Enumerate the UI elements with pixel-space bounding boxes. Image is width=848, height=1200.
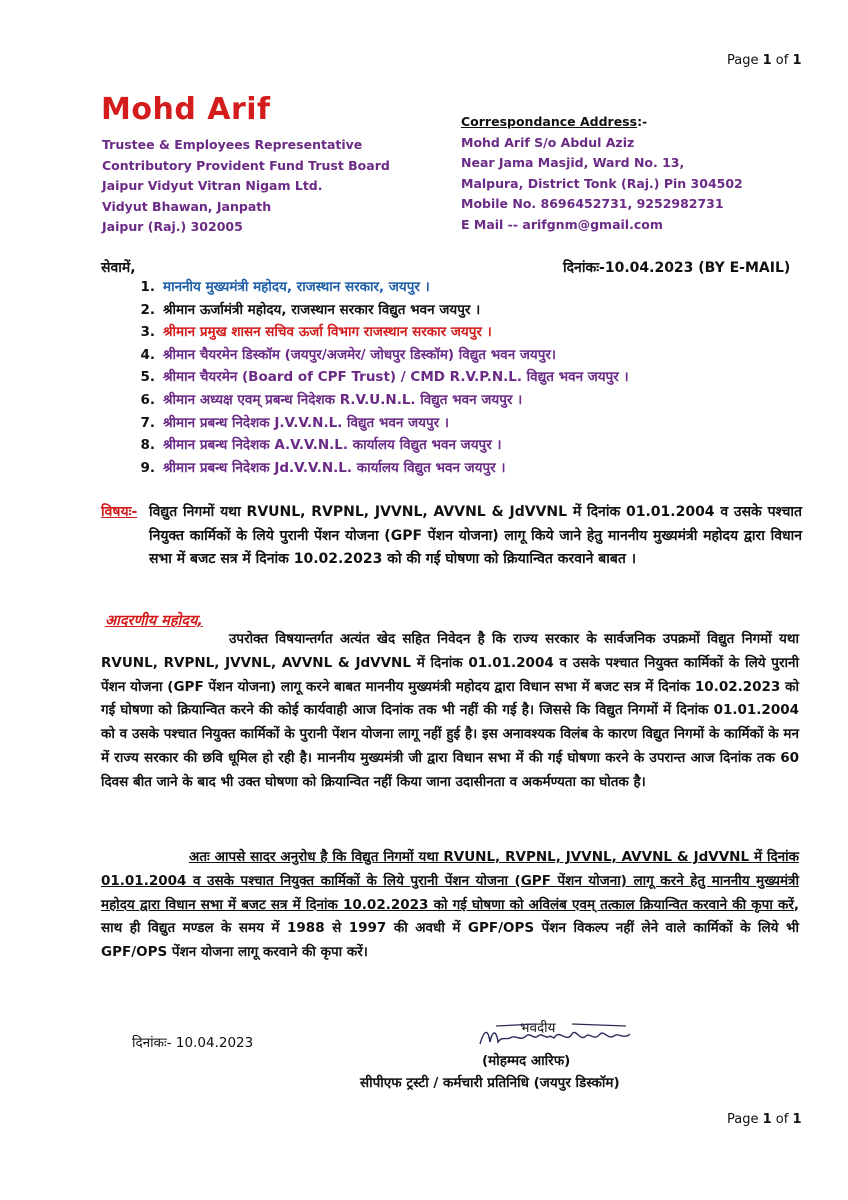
page-total: 1: [792, 1112, 802, 1127]
correspondence-address-block: [461, 112, 743, 235]
page-of: of: [771, 1112, 793, 1127]
sender-line: Vidyut Bhawan, Janpath: [102, 198, 272, 214]
correspondence-heading-suffix: :-: [637, 114, 648, 129]
page-number-top: [727, 53, 802, 68]
closing-bhavdiya: भवदीय: [520, 1020, 556, 1036]
recipient-number: 7.: [140, 414, 155, 431]
correspondence-line: Near Jama Masjid, Ward No. 13,: [461, 155, 685, 170]
page-of: of: [771, 53, 793, 68]
subject-block: [101, 501, 802, 567]
recipient-number: 1.: [140, 279, 155, 295]
recipient-text: श्रीमान अध्यक्ष एवम् प्रबन्ध निदेशक R.V.U.N.L. विद्युत भवन जयपुर ।: [163, 391, 523, 408]
correspondence-line: Mohd Arif S/o Abdul Aziz: [461, 134, 635, 150]
recipient-item: [125, 299, 629, 322]
correspondence-line: E Mail -- arifgnm@gmail.com: [461, 216, 663, 232]
sender-address-block: [102, 135, 390, 238]
body-paragraph-2: [101, 846, 799, 965]
sender-line: Jaipur (Raj.) 302005: [102, 219, 243, 234]
request-rest-text: , साथ ही विद्युत मण्डल के समय में 1988 से 1997 की अवधी में GPF/OPS पेंशन विकल्प नहीं लेने वाले कार्मिकों के लिये भी GPF/OPS पेंशन योजना लागू करवाने की कृपा करें।: [101, 896, 799, 961]
correspondence-heading: Correspondance Address: [461, 114, 638, 129]
recipient-text: श्रीमान ऊर्जामंत्री महोदय, राजस्थान सरकार विद्युत भवन जयपुर ।: [163, 301, 481, 318]
recipient-text: श्रीमान चैयरमेन डिस्कॉम (जयपुर/अजमेर/ जोधपुर डिस्कॉम) विद्युत भवन जयपुर।: [163, 346, 557, 363]
recipient-item: [125, 276, 629, 299]
recipient-text: श्रीमान प्रमुख शासन सचिव ऊर्जा विभाग राजस्थान सरकार जयपुर ।: [163, 324, 492, 341]
recipient-item: [125, 366, 629, 389]
subject-text: विद्युत निगमों यथा RVUNL, RVPNL, JVVNL, AVVNL & JdVVNL में दिनांक 01.01.2004 व उसके पश्चात नियुक्त कार्मिकों के लिये पुरानी पेंशन योजना (GPF पेंशन योजना) लागू किये जाने हेतु माननीय मुख्यमंत्री महोदय द्वारा विधान सभा में बजट सत्र में दिनांक 10.02.2023 को की गई घोषणा को क्रियान्वित करवाने बाबत ।: [149, 504, 802, 567]
page-prefix: Page: [727, 1112, 763, 1127]
addressed-to-label: सेवामें,: [101, 260, 136, 276]
correspondence-line: Malpura, District Tonk (Raj.) Pin 304502: [461, 175, 743, 191]
sender-name: Mohd Arif: [101, 92, 271, 127]
request-underlined-text: अतः आपसे सादर अनुरोध है कि विद्युत निगमों यथा RVUNL, RVPNL, JVVNL, AVVNL & JdVVNL में दिनांक 01.01.2004 व उसके पश्चात नियुक्त कार्मिकों के लिये पुरानी पेंशन योजना (GPF पेंशन योजना) लागू करने हेतु माननीय मुख्यमंत्री महोदय द्वारा विधान सभा में बजट सत्र में दिनांक 10.02.2023 को गई घोषणा को अविलंब एवम् तत्काल क्रियान्वित करवाने की कृपा करें: [101, 849, 799, 913]
recipient-number: 2.: [140, 301, 155, 318]
page-number-bottom: [727, 1112, 802, 1127]
sender-line: Trustee & Employees Representative: [102, 137, 363, 152]
page-current: 1: [762, 53, 772, 68]
paragraph-text: उपरोक्त विषयान्तर्गत अत्यंत खेद सहित निवेदन है कि राज्य सरकार के सार्वजनिक उपक्रमों विद्युत निगमों यथा RVUNL, RVPNL, JVVNL, AVVNL & JdVVNL में दिनांक 01.01.2004 व उसके पश्चात नियुक्त कार्मिकों के लिये पुरानी पेंशन योजना (GPF पेंशन योजना) लागू करने बाबत माननीय मुख्यमंत्री महोदय द्वारा विधान सभा में बजट सत्र में दिनांक 10.02.2023 को गई घोषणा को क्रियान्वित करने की कोई कार्यवाही आज दिनांक तक भी नहीं की गई है। जिससे कि विद्युत निगमों में दिनांक 01.01.2004 को व उसके पश्चात नियुक्त कार्मिकों के पुरानी पेंशन योजना लागू नहीं हुई है। इस अनावश्यक विलंब के कारण विद्युत निगमों के कार्मिकों के मन में राज्य सरकार की छवि धूमिल हो रही है। माननीय मुख्यमंत्री जी द्वारा विधान सभा में की गई घोषणा करने के उपरान्त आज दिनांक तक 60 दिवस बीत जाने के बाद भी उक्त घोषणा को क्रियान्वित नहीं किया जाना उदासीनता व अकर्मण्यता का घोतक है।: [101, 631, 799, 790]
signer-title: सीपीएफ ट्रस्टी / कर्मचारी प्रतिनिधि (जयपुर डिस्कॉम): [360, 1075, 620, 1091]
recipient-text: श्रीमान प्रबन्ध निदेशक Jd.V.V.N.L. कार्यालय विद्युत भवन जयपुर ।: [163, 459, 506, 476]
correspondence-line: Mobile No. 8696452731, 9252982731: [461, 196, 724, 211]
recipient-item: [125, 457, 629, 480]
recipient-number: 3.: [140, 324, 155, 341]
recipient-list: [125, 276, 629, 479]
recipient-number: 8.: [140, 437, 155, 454]
subject-label: विषयः-: [101, 504, 138, 520]
salutation: आदरणीय महोदय,: [105, 613, 203, 629]
signer-name: (मोहम्मद आरिफ): [482, 1053, 571, 1069]
handwritten-signature: [476, 1014, 636, 1054]
recipient-item: [125, 389, 629, 412]
letter-date-bottom: दिनांकः- 10.04.2023: [132, 1035, 254, 1051]
body-paragraph-1: [101, 628, 799, 795]
recipient-item: [125, 434, 629, 457]
recipient-number: 6.: [140, 391, 155, 408]
recipient-item: [125, 344, 629, 367]
sender-line: Contributory Provident Fund Trust Board: [102, 157, 390, 173]
page-current: 1: [762, 1112, 772, 1127]
recipient-item: [125, 321, 629, 344]
letter-date-top: दिनांकः-10.04.2023 (BY E-MAIL): [563, 260, 791, 276]
recipient-text: श्रीमान चैयरमेन (Board of CPF Trust) / CMD R.V.P.N.L. विद्युत भवन जयपुर ।: [163, 369, 629, 386]
page-total: 1: [792, 53, 802, 68]
recipient-text: माननीय मुख्यमंत्री महोदय, राजस्थान सरकार, जयपुर ।: [163, 279, 430, 295]
recipient-number: 9.: [140, 459, 155, 476]
recipient-item: [125, 412, 629, 435]
recipient-number: 4.: [140, 346, 155, 363]
page-prefix: Page: [727, 53, 763, 68]
recipient-text: श्रीमान प्रबन्ध निदेशक J.V.V.N.L. विद्युत भवन जयपुर ।: [163, 414, 449, 431]
recipient-text: श्रीमान प्रबन्ध निदेशक A.V.V.N.L. कार्यालय विद्युत भवन जयपुर ।: [163, 437, 502, 454]
recipient-number: 5.: [140, 369, 155, 386]
sender-line: Jaipur Vidyut Vitran Nigam Ltd.: [102, 178, 323, 193]
